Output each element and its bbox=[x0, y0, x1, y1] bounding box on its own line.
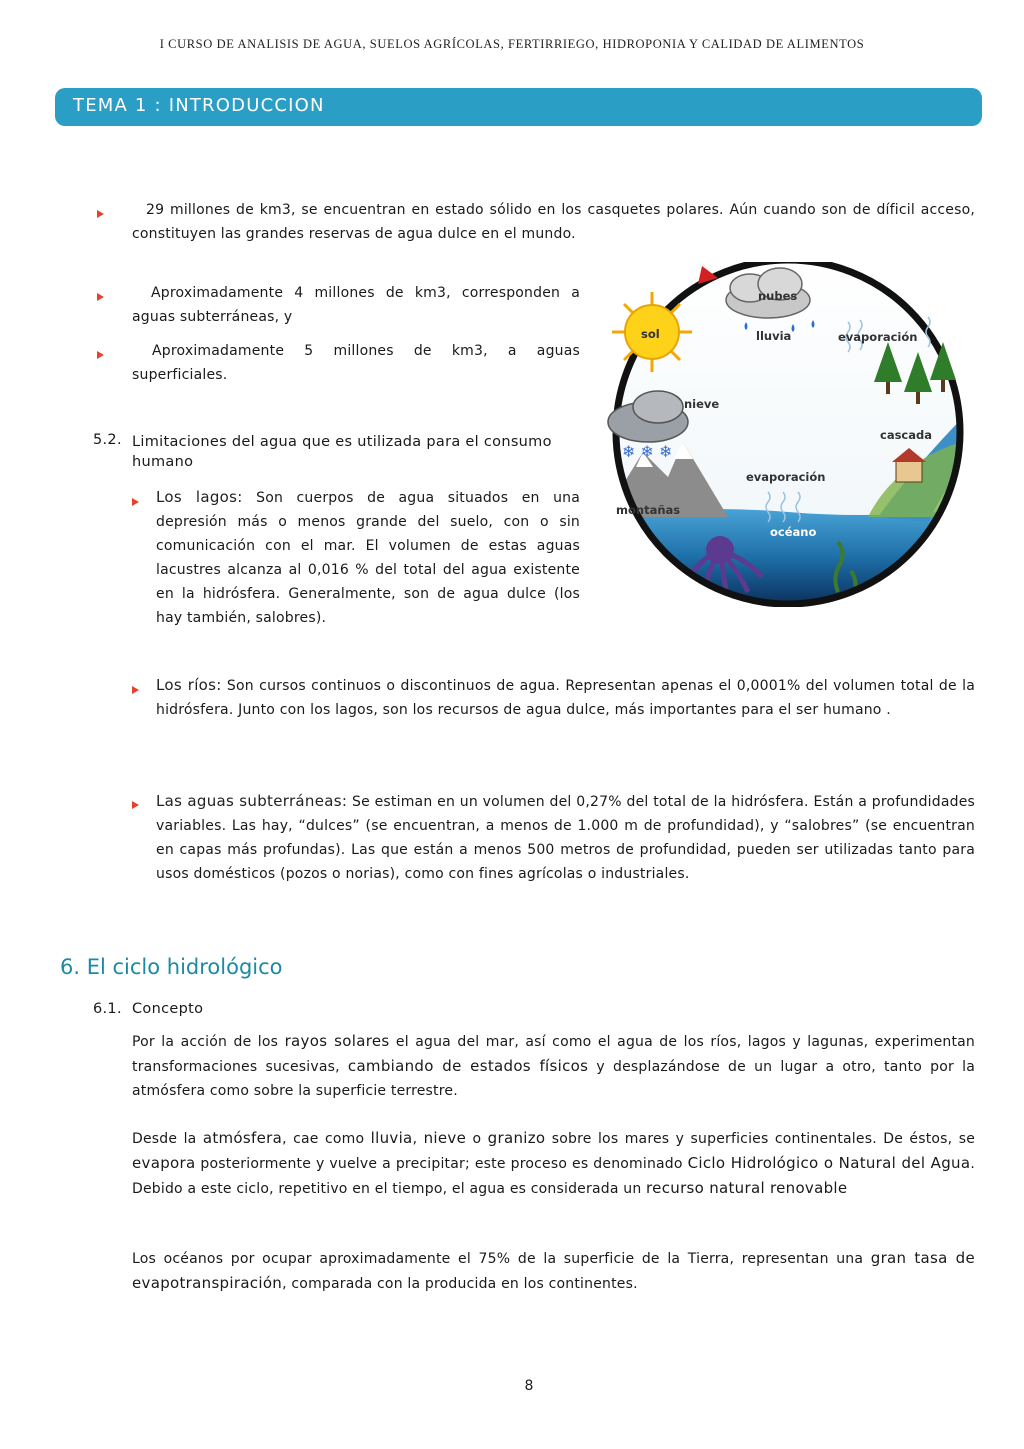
emphasized-term: atmósfera bbox=[202, 1129, 283, 1147]
paragraph-text: , cae como bbox=[282, 1131, 371, 1147]
paragraph-text: posteriormente y vuelve a precipitar; este proceso es denominado bbox=[195, 1156, 688, 1172]
list-item-aguas-subterraneas bbox=[156, 789, 975, 886]
label-oceano: océano bbox=[770, 525, 817, 539]
label-nieve: nieve bbox=[684, 397, 720, 411]
paragraph-text: , comparada con la producida en los continentes. bbox=[282, 1276, 638, 1292]
label-lluvia: lluvia bbox=[756, 329, 792, 343]
list-item-lagos bbox=[156, 485, 580, 630]
emphasized-term: nieve bbox=[423, 1129, 467, 1147]
emphasized-term: rayos solares bbox=[284, 1032, 390, 1050]
item-text: Son cuerpos de agua situados en una depresión más o menos grande del suelo, con o sin comunicación con el mar. El volumen de estas aguas lacustres alcanza al 0,016 % del total del agua existente en la hidrósfera. Generalmente, son de agua dulce (los hay también, salobres). bbox=[156, 490, 580, 626]
list-item-rios bbox=[156, 673, 975, 722]
emphasized-term: gran tasa de evapotranspiración bbox=[132, 1249, 975, 1292]
list-item-solid-water bbox=[132, 198, 975, 246]
paragraph-text: . Debido a este ciclo, repetitivo en el tiempo, el agua es considerada un bbox=[132, 1156, 976, 1197]
list-item-text: Aproximadamente 4 millones de km3, corresponden a aguas subterráneas, y bbox=[132, 285, 580, 325]
emphasized-term: evapora bbox=[132, 1154, 196, 1172]
list-item-groundwater bbox=[132, 281, 580, 329]
label-montanas: montañas bbox=[616, 503, 681, 517]
item-lead: Los lagos: bbox=[156, 488, 243, 506]
paragraph-text: y desplazándose de un lugar a otro, tanto por la atmósfera como sobre la superficie terrestre. bbox=[132, 1059, 975, 1099]
running-header: I CURSO DE ANALISIS DE AGUA, SUELOS AGRÍCOLAS, FERTIRRIEGO, HIDROPONIA Y CALIDAD DE ALIMENTOS bbox=[159, 37, 865, 51]
paragraph-text: Los océanos por ocupar aproximadamente el 75% de la superficie de la Tierra, representan una bbox=[132, 1251, 871, 1267]
red-arrow-bullet-icon bbox=[132, 498, 139, 506]
item-lead: Los ríos: bbox=[156, 676, 222, 694]
water-cycle-diagram bbox=[598, 262, 978, 607]
red-arrow-bullet-icon bbox=[97, 293, 104, 301]
paragraph-text: Por la acción de los bbox=[132, 1034, 285, 1050]
item-text: Se estiman en un volumen del 0,27% del total de la hidrósfera. Están a profundidades variables. Las hay, “dulces” (se encuentran, a menos de 1.000 m de profundidad), y “salobres” (se encuentran en capas más profundas). Las que están a menos 500 metros de profundidad, pueden ser utilizadas tanto para usos domésticos (pozos o norias), como con fines agrícolas o industriales. bbox=[156, 794, 976, 882]
item-text: Son cursos continuos o discontinuos de agua. Representan apenas el 0,0001% del volumen total de la hidrósfera. Junto con los lagos, son los recursos de agua dulce, más importantes para el ser humano . bbox=[156, 678, 975, 718]
topic-title: TEMA 1 : INTRODUCCION bbox=[73, 95, 325, 116]
paragraph-text: el agua del mar, así como el agua de los ríos, lagos y lagunas, experimentan transformaciones sucesivas, bbox=[132, 1034, 975, 1075]
list-item-text: 29 millones de km3, se encuentran en estado sólido en los casquetes polares. Aún cuando son de díficil acceso, constituyen las grandes reservas de agua dulce en el mundo. bbox=[132, 202, 975, 242]
concept-paragraph-1 bbox=[132, 1029, 975, 1103]
paragraph-text: Desde la bbox=[132, 1131, 203, 1147]
red-arrow-bullet-icon bbox=[132, 801, 139, 809]
emphasized-term: lluvia bbox=[370, 1129, 413, 1147]
paragraph-text: , bbox=[412, 1131, 424, 1147]
red-arrow-bullet-icon bbox=[97, 210, 104, 218]
topic-bar bbox=[55, 88, 982, 126]
list-item-text: Aproximadamente 5 millones de km3, a aguas superficiales. bbox=[132, 343, 580, 383]
ocean-shape bbox=[598, 507, 978, 607]
subsection-title: Limitaciones del agua que es utilizada para el consumo humano bbox=[132, 434, 552, 470]
subsection-title: Concepto bbox=[132, 1001, 204, 1017]
emphasized-term: Ciclo Hidrológico o Natural del Agua bbox=[687, 1154, 971, 1172]
paragraph-text: o bbox=[466, 1131, 488, 1147]
emphasized-term: cambiando de estados físicos bbox=[347, 1057, 589, 1075]
concept-paragraph-2 bbox=[132, 1126, 975, 1201]
label-sol: sol bbox=[641, 327, 660, 341]
label-nubes: nubes bbox=[758, 289, 798, 303]
emphasized-term: recurso natural renovable bbox=[646, 1179, 848, 1197]
red-arrow-bullet-icon bbox=[132, 686, 139, 694]
label-evaporacion-top: evaporación bbox=[838, 330, 918, 344]
red-arrow-bullet-icon bbox=[97, 351, 104, 359]
label-evaporacion-mid: evaporación bbox=[746, 470, 826, 484]
subsection-number: 5.2. bbox=[93, 432, 122, 448]
label-cascada: cascada bbox=[880, 428, 932, 442]
page-number: 8 bbox=[524, 1378, 534, 1394]
list-item-surface-water bbox=[132, 339, 580, 387]
emphasized-term: granizo bbox=[487, 1129, 546, 1147]
concept-paragraph-3 bbox=[132, 1246, 975, 1296]
svg-text:❄ ❄ ❄: ❄ ❄ ❄ bbox=[622, 442, 673, 461]
subsection-number: 6.1. bbox=[93, 1001, 122, 1017]
item-lead: Las aguas subterráneas: bbox=[156, 792, 348, 810]
section-heading: 6. El ciclo hidrológico bbox=[60, 955, 283, 979]
paragraph-text: sobre los mares y superficies continentales. De éstos, se bbox=[545, 1131, 976, 1147]
